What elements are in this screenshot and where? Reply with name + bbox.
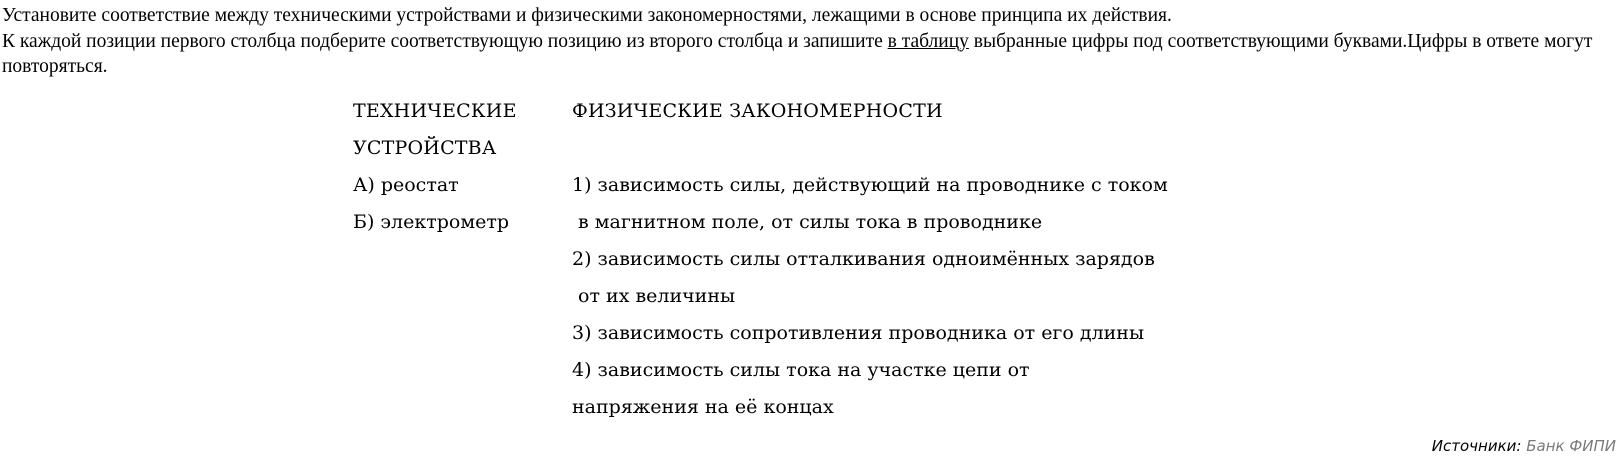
law-line: 1) зависимость силы, действующий на проводнике с током	[572, 174, 1168, 196]
law-line: напряжения на её концах	[572, 396, 834, 418]
law-line: от их величины	[572, 285, 736, 307]
answer-table-link[interactable]: в таблицу	[887, 30, 969, 52]
source-link[interactable]: Банк ФИПИ	[1526, 437, 1616, 455]
law-line: 4) зависимость силы тока на участке цепи от	[572, 359, 1030, 381]
device-item: А) реостат	[353, 174, 459, 196]
source-label: Источники:	[1431, 437, 1522, 455]
task-instructions	[2, 3, 1612, 80]
devices-column	[353, 93, 517, 241]
intro-text-end: выбранные цифры под соответствующими буквами.Цифры в ответе могут повторяться.	[2, 30, 1593, 77]
law-line: 2) зависимость силы отталкивания одноимённых зарядов	[572, 248, 1155, 270]
laws-column	[572, 93, 1168, 426]
devices-header-2: УСТРОЙСТВА	[353, 137, 497, 159]
law-line: 3) зависимость сопротивления проводника от его длины	[572, 322, 1145, 344]
source-attribution	[1432, 437, 1616, 455]
laws-header: ФИЗИЧЕСКИЕ ЗАКОНОМЕРНОСТИ	[572, 100, 943, 122]
header-spacer	[572, 130, 1168, 167]
devices-header-1: ТЕХНИЧЕСКИЕ	[353, 100, 517, 122]
device-item: Б) электрометр	[353, 211, 510, 233]
law-line: в магнитном поле, от силы тока в проводнике	[572, 211, 1043, 233]
intro-line-1: Установите соответствие между техническими устройствами и физическими закономерностями, лежащими в основе принципа их действия.	[2, 5, 1172, 26]
intro-text: К каждой позиции первого столбца подберите соответствующую позицию из второго столбца и запишите	[2, 30, 888, 52]
